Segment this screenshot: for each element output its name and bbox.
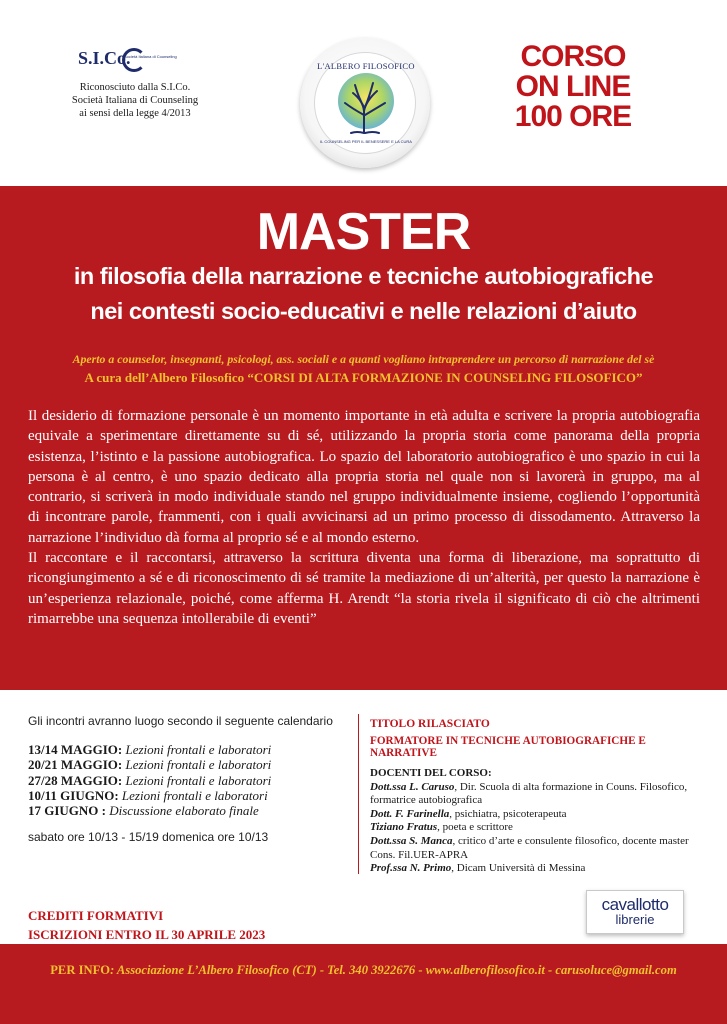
enrollment-deadline: ISCRIZIONI ENTRO IL 30 APRILE 2023 (28, 927, 266, 942)
teacher-name: Dott.ssa S. Manca (370, 834, 453, 847)
sico-caption-1: Riconosciuto dalla S.I.Co. (79, 82, 191, 93)
main-band (0, 186, 727, 690)
cavallotto-name: cavallotto (601, 895, 669, 914)
subtitle-2: nei contesti socio-educativi e nelle relazioni d’aiuto (90, 298, 637, 324)
audience-line: Aperto a counselor, insegnanti, psicologi, ass. sociali e a quanti vogliano intraprendere un percorso di narrazione del sè (72, 352, 655, 366)
calendar-item (28, 773, 358, 788)
teacher-item (370, 862, 710, 876)
teacher-role: , Dir. Scuola di alta formazione in Couns. Filosofico, formatrice autobiografica (370, 780, 688, 807)
cavallotto-sub: librerie (615, 912, 655, 927)
calendar-item (28, 803, 358, 818)
title-and-teachers (370, 718, 710, 876)
calendar-date: 10/11 GIUGNO: (28, 787, 119, 803)
master-title: MASTER (256, 203, 471, 261)
teacher-role: , critico d’arte e consulente filosofico, docente master Cons. Fil.UER-APRA (370, 834, 689, 861)
teacher-item (370, 835, 710, 862)
titolo-heading: TITOLO RILASCIATO (370, 718, 490, 730)
corso-label (512, 42, 634, 132)
calendar-desc: Lezioni frontali e laboratori (121, 787, 268, 803)
albero-filosofico-logo (300, 38, 430, 168)
teacher-name: Dott. F. Farinella (370, 807, 450, 820)
sico-caption-2: Società Italiana di Counseling (71, 95, 199, 106)
footer (0, 944, 727, 1024)
teacher-item (370, 808, 710, 822)
calendar-desc: Discussione elaborato finale (109, 803, 259, 819)
teachers-heading: DOCENTI DEL CORSO: (370, 767, 492, 779)
teachers-list (370, 767, 710, 876)
organizer-line: A cura dell’Albero Filosofico “CORSI DI ALTA FORMAZIONE IN COUNSELING FILOSOFICO” (84, 370, 643, 385)
calendar-desc: Lezioni frontali e laboratori (125, 742, 272, 757)
calendar-desc: Lezioni frontali e laboratori (125, 757, 272, 773)
sico-logo-text: S.I.Co. (78, 48, 131, 68)
calendar (28, 714, 358, 844)
badge-inner (314, 52, 416, 154)
sico-logo (76, 44, 210, 80)
teacher-item (370, 821, 710, 835)
column-divider (358, 714, 359, 874)
footer-contact (0, 963, 727, 978)
subtitle-1: in filosofia della narrazione e tecniche autobiografiche (73, 263, 654, 289)
badge-title: L'ALBERO FILOSOFICO (317, 61, 415, 71)
teacher-name: Dott.ssa L. Caruso (370, 780, 455, 793)
calendar-date: 13/14 MAGGIO: (28, 742, 123, 757)
calendar-hours: sabato ore 10/13 - 15/19 domenica ore 10/13 (28, 830, 269, 845)
teacher-role: , psichiatra, psicoterapeuta (449, 807, 567, 820)
teacher-role: , poeta e scrittore (437, 821, 513, 834)
corso-line-3: 100 ORE (514, 100, 632, 133)
teacher-role: , Dicam Università di Messina (451, 862, 586, 875)
calendar-date: 20/21 MAGGIO: (28, 757, 123, 773)
cavallotto-logo (586, 890, 684, 934)
description-paragraph-2: Il raccontare e il raccontarsi, attraverso la scrittura diventa una forma di liberazione, ma soprattutto di ricongiungimento a sé e di riconoscimento di sé tramite la mediazione di un’alterità, per questo la narrazione è un’esperienza relazionale, poiché, come afferma H. Arendt “la storia rivela il significato di ciò che altrimenti rimarrebbe una sequenza intollerabile di eventi” (28, 550, 700, 627)
sico-block (60, 44, 210, 119)
tree-icon (333, 71, 399, 137)
calendar-item (28, 757, 358, 772)
calendar-date: 27/28 MAGGIO: (28, 772, 123, 788)
sico-caption-3: ai sensi della legge 4/2013 (79, 108, 191, 119)
description (28, 406, 700, 629)
calendar-item (28, 788, 358, 803)
calendar-intro: Gli incontri avranno luogo secondo il seguente calendario (28, 714, 333, 728)
calendar-date: 17 GIUGNO : (28, 803, 106, 819)
description-paragraph-1: Il desiderio di formazione personale è un momento importante in età adulta e scrivere la propria autobiografia equivale a sperimentare direttamente su di sé, utilizzando la propria storia come panorama della propria esistenza, l’istinto e la passione autobiografica. Lo spazio del laboratorio autobiografico è uno spazio in cui la persona è al centro, è uno spazio dedicato alla propria storia nel quale non si lavorerà in gruppo, ma al contrario, si scriverà in modo individuale stando nel gruppo individualmente insieme, cogliendo l’opportunità di incontrare parole, frammenti, con i quali avvicinarsi ad un primo processo di dissodamento. Attraverso la narrazione l’individuo dà forma al proprio sé e al mondo esterno. (28, 408, 700, 546)
corso-line-1: CORSO (520, 40, 626, 73)
teacher-item (370, 781, 710, 808)
footer-details: : Associazione L’Albero Filosofico (CT) - Tel. 340 3922676 - www.alberofilosofico.it - carusoluce@gmail.com (110, 963, 677, 977)
badge-subtitle: IL COUNSELING PER IL BENESSERE E LA CURA (320, 139, 412, 144)
header-area (0, 0, 727, 186)
credits-block (28, 906, 265, 944)
teacher-name: Prof.ssa N. Primo (370, 862, 452, 875)
credits-line: CREDITI FORMATIVI (28, 908, 164, 923)
calendar-desc: Lezioni frontali e laboratori (125, 772, 272, 788)
teacher-name: Tiziano Fratus (370, 821, 438, 834)
titolo-value: FORMATORE IN TECNICHE AUTOBIOGRAFICHE E NARRATIVE (370, 735, 646, 759)
calendar-item (28, 742, 358, 757)
corso-line-2: ON LINE (515, 70, 631, 103)
footer-label: PER INFO (50, 963, 111, 977)
sico-ring-icon (122, 48, 146, 72)
calendar-list (28, 742, 358, 818)
sico-logo-sub: Società Italiana di Counseling (124, 54, 177, 59)
